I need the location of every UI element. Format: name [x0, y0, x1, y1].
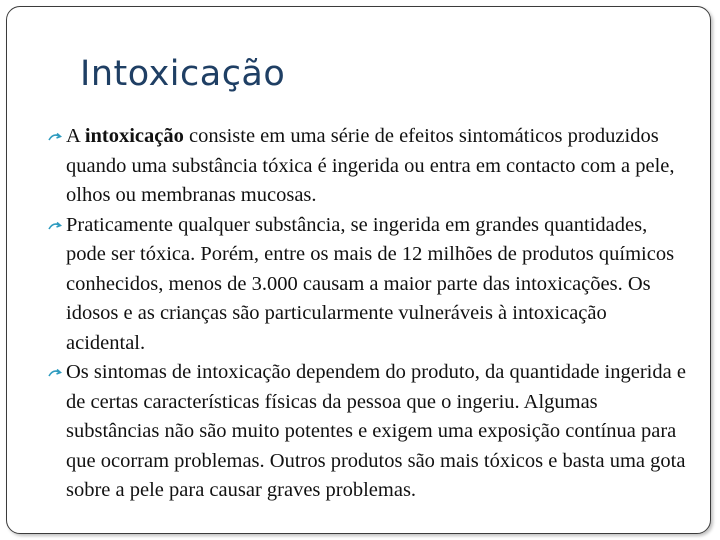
curved-arrow-bullet-icon [48, 131, 62, 143]
bullet-bold-term: intoxicação [84, 125, 184, 147]
bullet-item [46, 211, 686, 359]
bullet-item [46, 122, 686, 211]
bullet-item [46, 358, 686, 506]
slide-title: Intoxicação [80, 54, 286, 94]
bullet-lead: A [66, 125, 85, 147]
curved-arrow-bullet-icon [48, 367, 62, 379]
bullet-text: Praticamente qualquer substância, se ingerida em grandes quantidades, pode ser tóxica. Porém, entre os mais de 12 milhões de produtos químicos conhecidos, menos de 3.000 causam a maior parte das intoxicações. Os idosos e as crianças são particularmente vulneráveis à intoxicação acidental. [66, 213, 675, 354]
curved-arrow-bullet-icon [48, 220, 62, 232]
bullet-text: consiste em uma série de efeitos sintomáticos produzidos quando uma substância tóxica é ingerida ou entra em contacto com a pele, olhos ou membranas mucosas. [66, 125, 675, 206]
bullet-text: Os sintomas de intoxicação dependem do produto, da quantidade ingerida e de certas características físicas da pessoa que o ingeriu. Algumas substâncias não são muito potentes e exigem uma exposição contínua para que ocorram problemas. Outros produtos são mais tóxicos e basta uma gota sobre a pele para causar graves problemas. [66, 361, 686, 501]
slide-body [46, 122, 686, 506]
